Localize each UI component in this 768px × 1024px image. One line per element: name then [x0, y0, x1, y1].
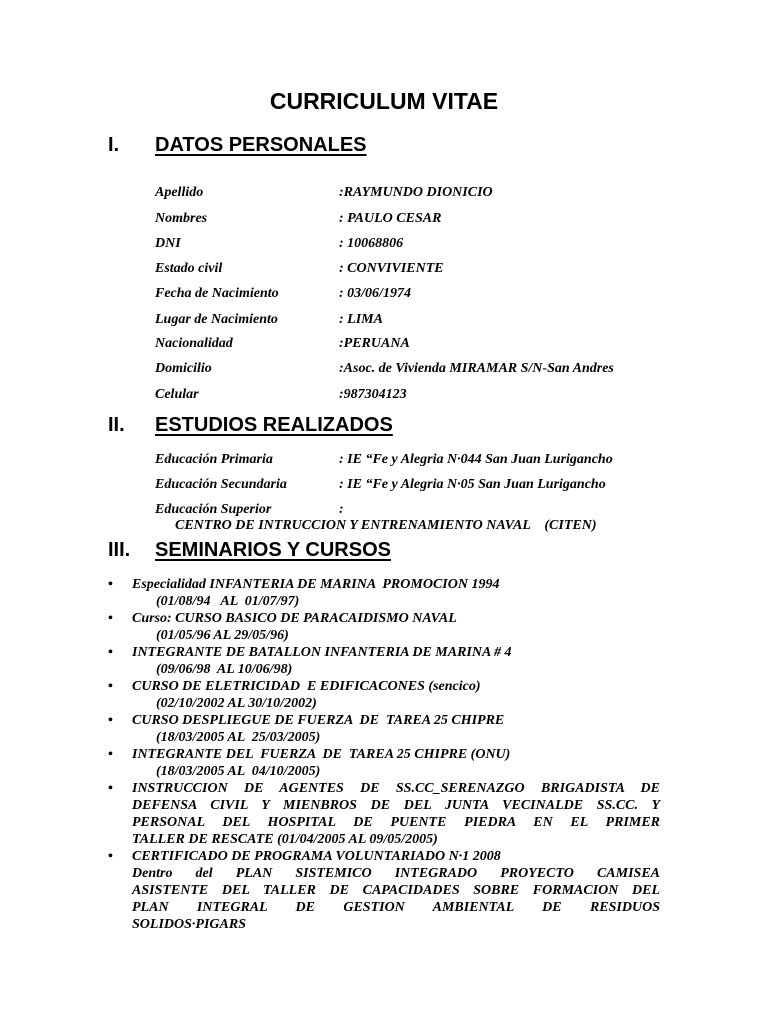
field-label: Fecha de Nacimiento	[155, 286, 279, 301]
seminar-title: CURSO DE ELETRICIDAD E EDIFICACONES (sencico)	[132, 679, 481, 694]
field-value: : IE “Fe y Alegria N·05 San Juan Lurigancho	[339, 477, 606, 492]
seminar-text-line: ASISTENTE DEL TALLER DE CAPACIDADES SOBRE FORMACION DEL	[132, 883, 660, 898]
bullet-icon: •	[108, 611, 113, 626]
seminar-title: Curso: CURSO BASICO DE PARACAIDISMO NAVAL	[132, 611, 457, 626]
seminar-text-line: CERTIFICADO DE PROGRAMA VOLUNTARIADO N·1 2008	[132, 849, 501, 864]
field-value: : IE “Fe y Alegria N·044 San Juan Lurigancho	[339, 452, 613, 467]
field-label: Celular	[155, 387, 199, 402]
page-title: CURRICULUM VITAE	[269, 88, 499, 114]
field-value: :RAYMUNDO DIONICIO	[339, 185, 493, 200]
personal-row-domicilio	[155, 361, 675, 381]
seminar-dates: (02/10/2002 AL 30/10/2002)	[156, 696, 317, 711]
studies-superior-institution: CENTRO DE INTRUCCION Y ENTRENAMIENTO NAVAL (CITEN)	[175, 518, 597, 533]
field-label: Nombres	[155, 211, 208, 226]
personal-row-nacionalidad	[155, 336, 675, 356]
list-item	[108, 644, 660, 678]
list-item	[108, 678, 660, 712]
bullet-icon: •	[108, 747, 113, 762]
seminar-title: INTEGRANTE DEL FUERZA DE TAREA 25 CHIPRE (ONU)	[132, 747, 511, 762]
field-value: :987304123	[339, 387, 407, 402]
personal-row-celular	[155, 387, 675, 407]
field-label: DNI	[155, 236, 181, 251]
seminar-dates: (18/03/2005 AL 04/10/2005)	[156, 764, 321, 779]
seminar-text-line: TALLER DE RESCATE (01/04/2005 AL 09/05/2005)	[132, 832, 438, 847]
section-number-studies: II.	[108, 414, 125, 436]
bullet-icon: •	[108, 849, 113, 864]
seminar-dates: (01/05/96 AL 29/05/96)	[156, 628, 289, 643]
section-number-personal: I.	[108, 134, 120, 156]
personal-row-apellido	[155, 185, 675, 205]
field-label: Lugar de Nacimiento	[155, 312, 278, 327]
seminar-text-line: Dentro del PLAN SISTEMICO INTEGRADO PROYECTO CAMISEA	[132, 866, 660, 881]
field-label: Apellido	[155, 185, 204, 200]
seminar-text-line: SOLIDOS·PIGARS	[132, 917, 246, 932]
seminar-text-line: INSTRUCCION DE AGENTES DE SS.CC_SERENAZGO BRIGADISTA DE	[132, 781, 660, 796]
bullet-icon: •	[108, 645, 113, 660]
section-number-seminars: III.	[108, 539, 131, 561]
section-heading-personal: DATOS PERSONALES	[155, 134, 367, 156]
field-label: Educación Superior	[155, 502, 272, 517]
personal-row-estado-civil	[155, 261, 675, 281]
field-value: : LIMA	[339, 312, 383, 327]
list-item	[108, 610, 660, 644]
personal-row-lugar-nacimiento	[155, 312, 675, 332]
list-item	[108, 712, 660, 746]
personal-row-dni	[155, 236, 675, 256]
seminar-dates: (01/08/94 AL 01/07/97)	[156, 594, 300, 609]
seminar-text-line: PERSONAL DEL HOSPITAL DE PUENTE PIEDRA EN EL PRIMER	[132, 815, 660, 830]
list-item	[108, 746, 660, 780]
field-label: Estado civil	[155, 261, 223, 276]
field-value: :PERUANA	[339, 336, 410, 351]
seminar-dates: (09/06/98 AL 10/06/98)	[156, 662, 293, 677]
seminar-title: CURSO DESPLIEGUE DE FUERZA DE TAREA 25 CHIPRE	[132, 713, 505, 728]
seminar-title: Especialidad INFANTERIA DE MARINA PROMOCION 1994	[132, 577, 500, 592]
field-label: Domicilio	[155, 361, 212, 376]
field-value: :	[339, 502, 344, 517]
field-value: :Asoc. de Vivienda MIRAMAR S/N-San Andres	[339, 361, 614, 376]
personal-row-fecha-nacimiento	[155, 286, 675, 306]
studies-row-primaria	[155, 452, 675, 472]
section-heading-studies: ESTUDIOS REALIZADOS	[155, 414, 393, 436]
seminar-dates: (18/03/2005 AL 25/03/2005)	[156, 730, 321, 745]
bullet-icon: •	[108, 577, 113, 592]
field-label: Educación Secundaria	[155, 477, 287, 492]
bullet-icon: •	[108, 781, 113, 796]
section-heading-seminars: SEMINARIOS Y CURSOS	[155, 539, 391, 561]
seminar-text-line: DEFENSA CIVIL Y MIENBROS DE DEL JUNTA VECINALDE SS.CC. Y	[132, 798, 660, 813]
field-label: Nacionalidad	[155, 336, 233, 351]
field-value: : 03/06/1974	[339, 286, 411, 301]
list-item	[108, 576, 660, 610]
personal-row-nombres	[155, 211, 675, 231]
seminar-title: INTEGRANTE DE BATALLON INFANTERIA DE MARINA # 4	[132, 645, 512, 660]
list-item	[108, 848, 660, 933]
bullet-icon: •	[108, 679, 113, 694]
list-item	[108, 780, 660, 848]
field-label: Educación Primaria	[155, 452, 273, 467]
seminar-text-line: PLAN INTEGRAL DE GESTION AMBIENTAL DE RESIDUOS	[132, 900, 660, 915]
field-value: : CONVIVIENTE	[339, 261, 444, 276]
seminars-list	[108, 576, 660, 933]
field-value: : 10068806	[339, 236, 404, 251]
field-value: : PAULO CESAR	[339, 211, 442, 226]
studies-row-secundaria	[155, 477, 675, 497]
bullet-icon: •	[108, 713, 113, 728]
